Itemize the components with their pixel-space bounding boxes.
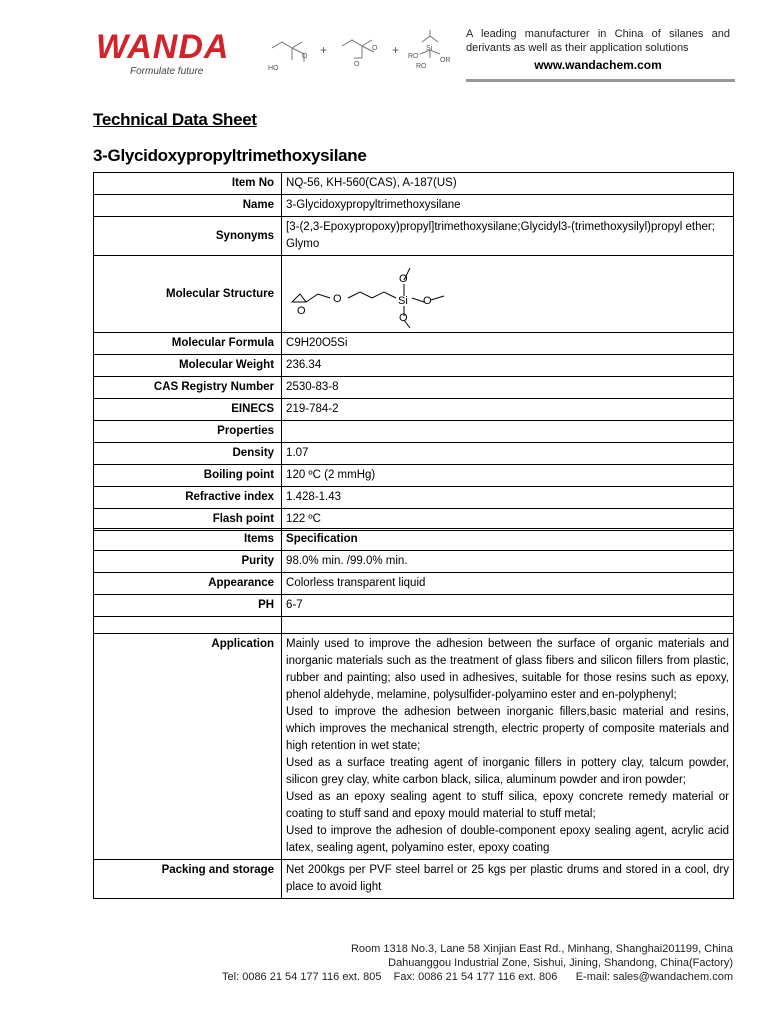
synonyms-value: [3-(2,3-Epoxypropoxy)propyl]trimethoxysilane;Glycidyl3-(trimethoxysilyl)propyl ether; Glymo (282, 217, 734, 256)
methoxy-oxygen-right: O (423, 295, 432, 307)
refractive-index-value: 1.428-1.43 (282, 487, 734, 509)
molecular-structure-diagram (286, 258, 456, 330)
logo-tagline: Formulate future (130, 66, 204, 77)
molecule-plus-1: + (320, 43, 328, 57)
formula-value: C9H20O5Si (282, 333, 734, 355)
molecule-label-o2: O (372, 45, 378, 52)
items-header: Items (94, 529, 282, 551)
structure-label: Molecular Structure (94, 256, 282, 333)
table-row (94, 256, 734, 333)
table-row (94, 573, 734, 595)
application-paragraph: Used as a surface treating agent of inorganic fillers in pottery clay, talcum powder, silicon grey clay, white carbon black, silica, aluminum powder and iron powder; (286, 757, 729, 786)
application-paragraph: Used to improve the adhesion between inorganic fillers,basic material and resins, which improves the mechanical strength, electric property of composite materials and high retention in wet state; (286, 706, 729, 752)
company-tagline: A leading manufacturer in China of silanes and derivants as well as their application solutions (466, 28, 730, 54)
appearance-value: Colorless transparent liquid (282, 573, 734, 595)
footer-contact: Tel: 0086 21 54 177 116 ext. 805 Fax: 0086 21 54 177 116 ext. 806 E-mail: sales@wandachem.com (222, 971, 733, 983)
table-row (94, 617, 734, 634)
density-label: Density (94, 443, 282, 465)
name-value: 3-Glycidoxypropyltrimethoxysilane (282, 195, 734, 217)
molecule-label-ro2: RO (416, 63, 427, 70)
table-row (94, 377, 734, 399)
footer-address-office: Room 1318 No.3, Lane 58 Xinjian East Rd., Minhang, Shanghai201199, China (350, 943, 733, 955)
empty-value-cell (282, 617, 734, 634)
application-paragraph: Used to improve the adhesion of double-component epoxy sealing agent, acrylic acid latex, sealing agent, polyamino ester, epoxy coating (286, 825, 729, 854)
specification-table (93, 528, 734, 899)
cas-label: CAS Registry Number (94, 377, 282, 399)
molecule-label-or: OR (440, 57, 451, 64)
silicon-atom: Si (398, 295, 408, 307)
methoxy-oxygen-top: O (399, 273, 408, 285)
company-logo (96, 30, 246, 77)
weight-value: 236.34 (282, 355, 734, 377)
purity-label: Purity (94, 551, 282, 573)
table-row (94, 595, 734, 617)
molecule-label-ro1: RO (408, 53, 419, 60)
molecule-label-si: Si (426, 45, 433, 52)
table-row (94, 195, 734, 217)
ph-label: PH (94, 595, 282, 617)
table-row (94, 634, 734, 860)
properties-value (282, 421, 734, 443)
einecs-value: 219-784-2 (282, 399, 734, 421)
purity-value: 98.0% min. /99.0% min. (282, 551, 734, 573)
empty-label-cell (94, 617, 282, 634)
item-no-value: NQ-56, KH-560(CAS), A-187(US) (282, 173, 734, 195)
einecs-label: EINECS (94, 399, 282, 421)
properties-label: Properties (94, 421, 282, 443)
table-row (94, 551, 734, 573)
application-value (282, 634, 734, 860)
name-label: Name (94, 195, 282, 217)
product-info-table (93, 172, 734, 531)
ether-oxygen: O (333, 293, 342, 305)
table-row (94, 465, 734, 487)
molecule-label-o1: O (302, 53, 308, 60)
appearance-label: Appearance (94, 573, 282, 595)
formula-label: Molecular Formula (94, 333, 282, 355)
epoxide-oxygen: O (297, 305, 306, 317)
molecule-plus-2: + (392, 43, 400, 57)
table-row (94, 173, 734, 195)
table-row (94, 217, 734, 256)
flash-point-value: 122 ºC (282, 509, 734, 531)
packing-value: Net 200kgs per PVF steel barrel or 25 kgs per plastic drums and stored in a cool, dry place to avoid light (282, 860, 734, 899)
table-row (94, 860, 734, 899)
cas-value: 2530-83-8 (282, 377, 734, 399)
structure-cell (282, 256, 734, 333)
density-value: 1.07 (282, 443, 734, 465)
weight-label: Molecular Weight (94, 355, 282, 377)
application-label: Application (94, 634, 282, 860)
page-footer (133, 942, 733, 984)
header-divider (466, 79, 735, 82)
refractive-index-label: Refractive index (94, 487, 282, 509)
methoxy-oxygen-bottom: O (399, 312, 408, 324)
synonyms-label: Synonyms (94, 217, 282, 256)
logo-wordmark: WANDA (96, 28, 230, 66)
product-title: 3-Glycidoxypropyltrimethoxysilane (93, 146, 367, 165)
table-row (94, 443, 734, 465)
packing-label: Packing and storage (94, 860, 282, 899)
table-row (94, 487, 734, 509)
table-row (94, 529, 734, 551)
header-molecules-graphic (262, 28, 462, 76)
boiling-point-value: 120 ºC (2 mmHg) (282, 465, 734, 487)
application-paragraph: Used as an epoxy sealing agent to stuff silica, epoxy concrete remedy material or coating to stuff sand and epoxy mould material to stuff metal; (286, 791, 729, 820)
application-paragraph: Mainly used to improve the adhesion between the surface of organic materials and inorganic materials such as the treatment of glass fibers and silicon fillers from plastic, rubber and painting; also used in adhesives, suitable for those resins such as epoxy, phenol aldehyde, melamine, polysulfider-polyamino ester and en-polyphenyl; (286, 638, 729, 701)
footer-address-factory: Dahuanggou Industrial Zone, Sishui, Jining, Shandong, China(Factory) (388, 957, 733, 969)
boiling-point-label: Boiling point (94, 465, 282, 487)
table-row (94, 421, 734, 443)
ph-value: 6-7 (282, 595, 734, 617)
item-no-label: Item No (94, 173, 282, 195)
page-header (0, 0, 768, 90)
table-row (94, 399, 734, 421)
company-website[interactable]: www.wandachem.com (534, 58, 662, 72)
table-row (94, 333, 734, 355)
specification-header: Specification (282, 529, 734, 551)
table-row (94, 355, 734, 377)
flash-point-label: Flash point (94, 509, 282, 531)
molecule-label-o3: O (354, 61, 360, 68)
document-title: Technical Data Sheet (93, 110, 257, 129)
molecule-label-ho: HO (268, 65, 279, 72)
